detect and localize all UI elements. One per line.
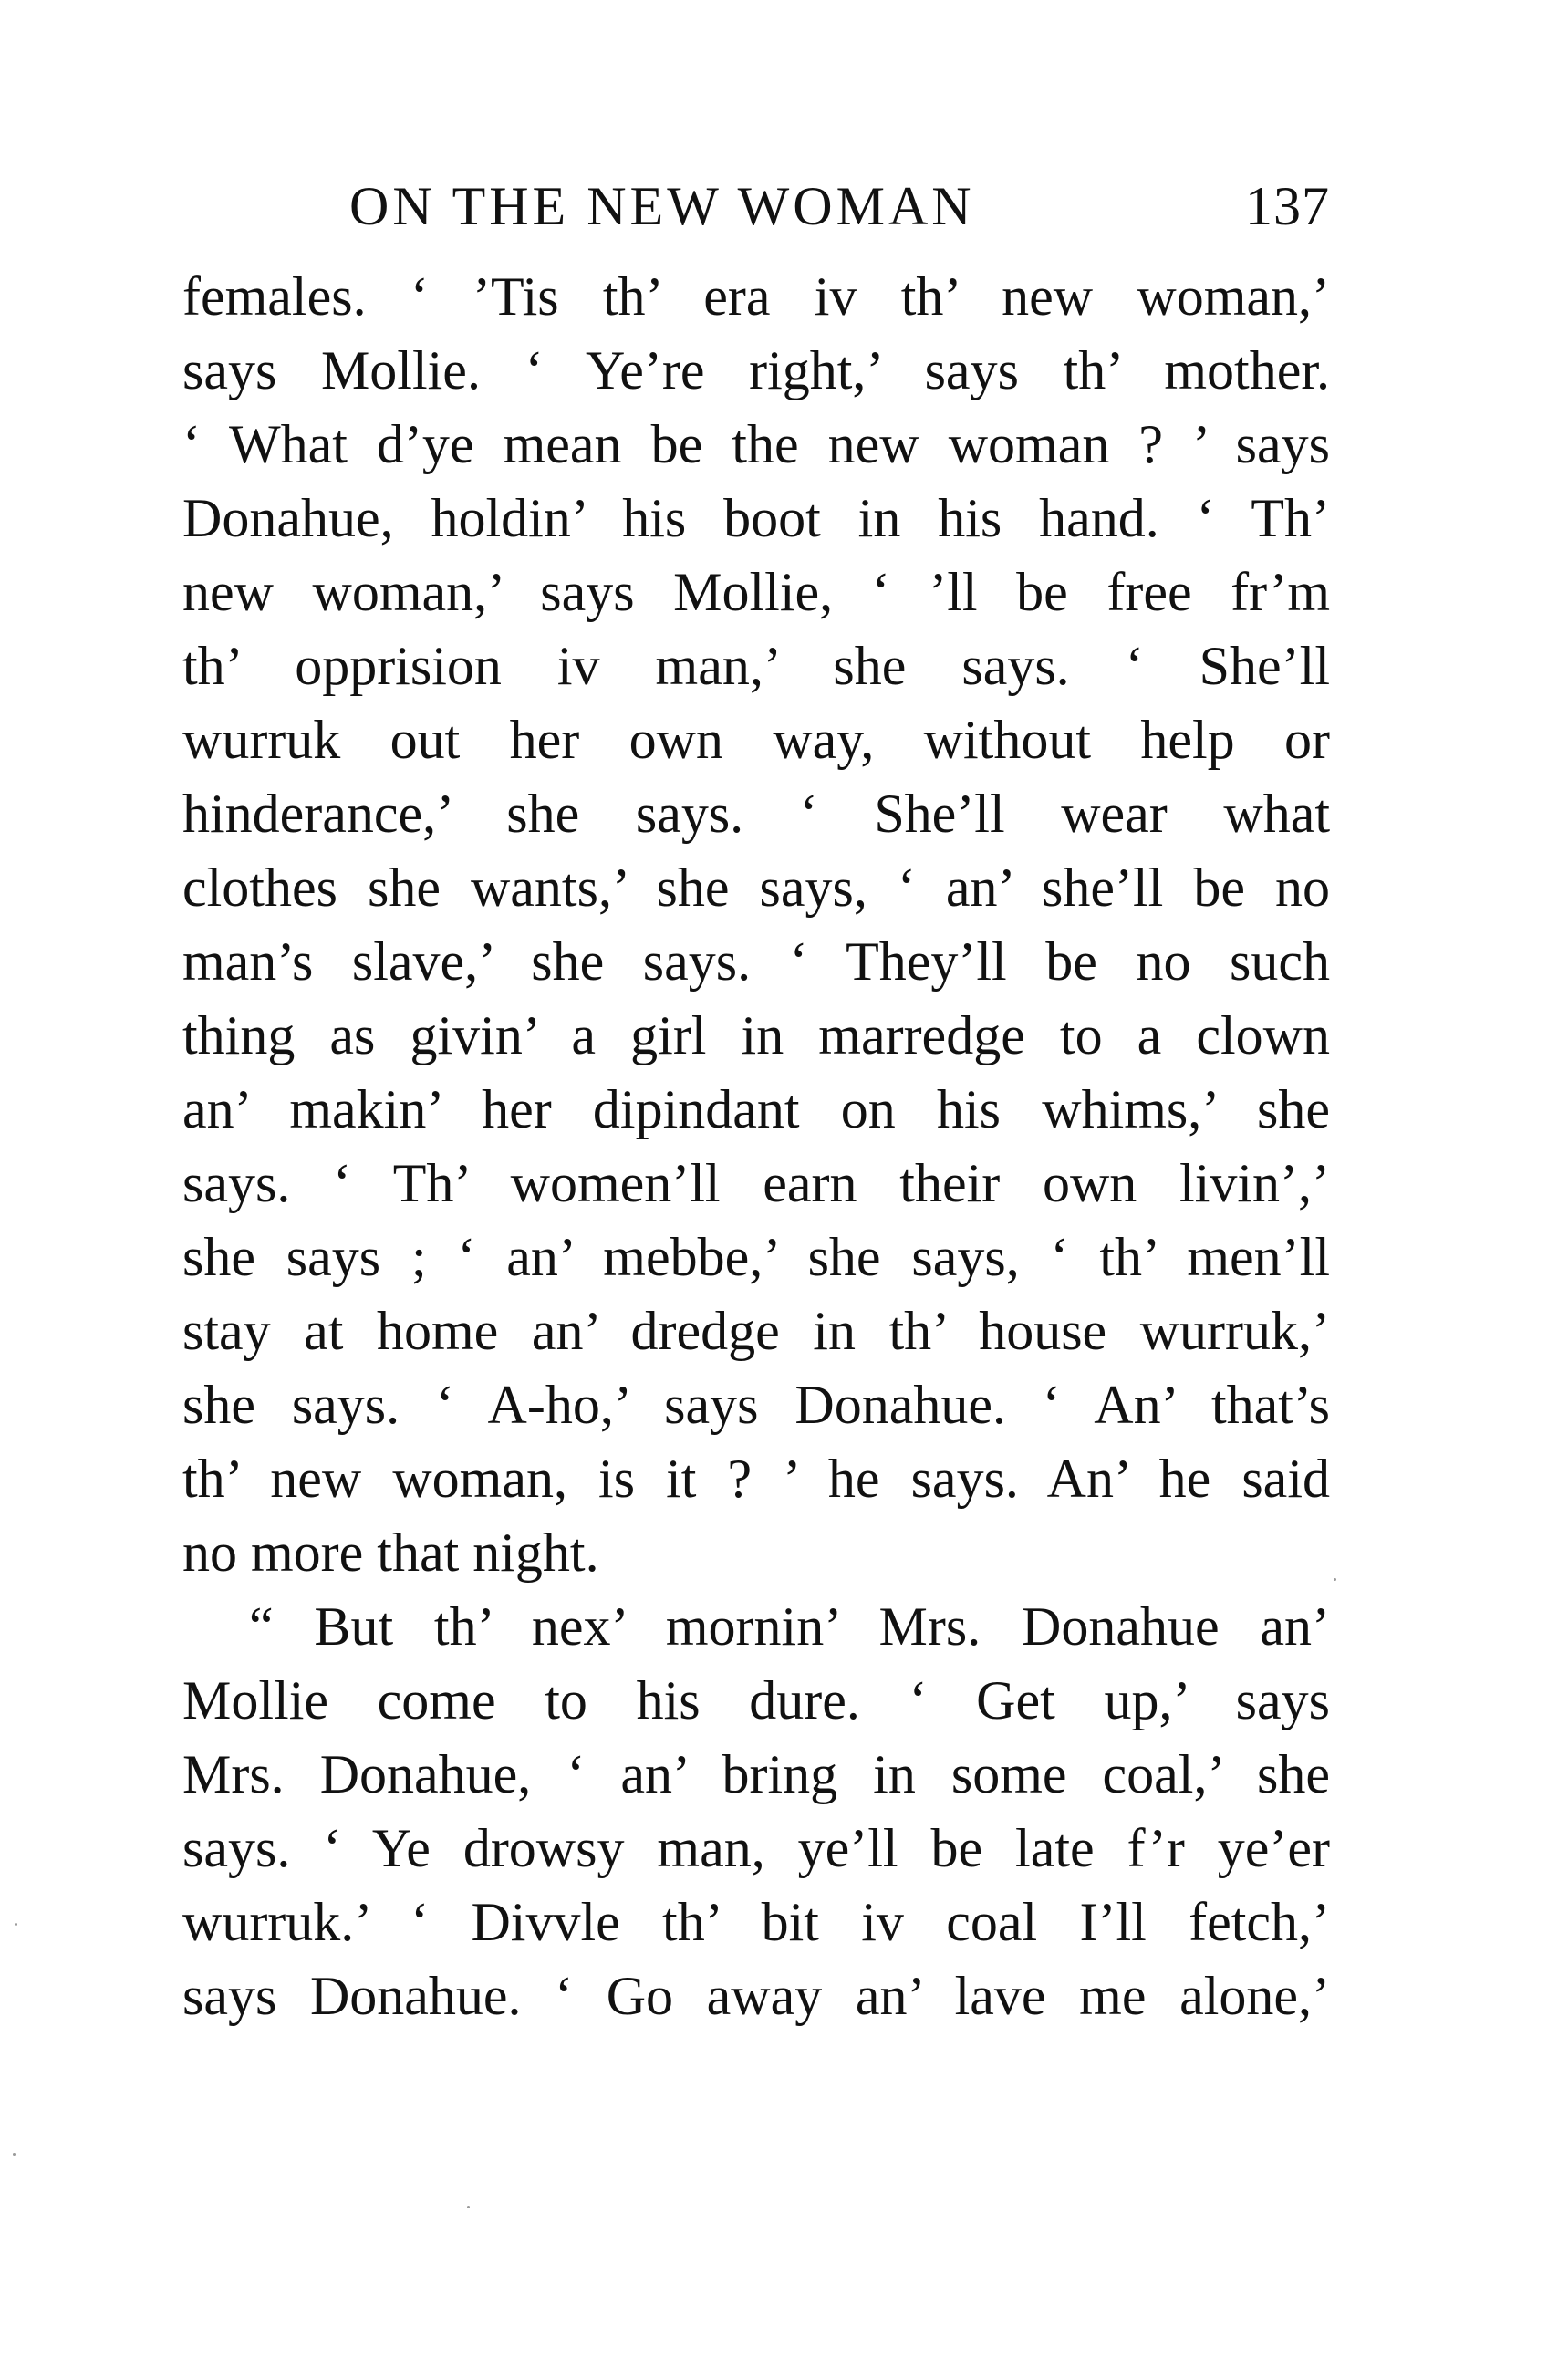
text-line: she says. ‘ A-ho,’ says Donahue. ‘ An’ that’s [182,1375,1330,1435]
text-line: “ But th’ nex’ mornin’ Mrs. Donahue an’ [249,1596,1330,1657]
running-title: ON THE NEW WOMAN [349,176,975,236]
text-line: Mrs. Donahue, ‘ an’ bring in some coal,’ she [182,1744,1330,1804]
paper-speck [15,1923,17,1926]
text-line: says Mollie. ‘ Ye’re right,’ says th’ mother. [182,340,1330,400]
text-line: hinderance,’ she says. ‘ She’ll wear what [182,784,1330,844]
text-line: says. ‘ Ye drowsy man, ye’ll be late f’r ye’er [182,1818,1330,1878]
text-line: says. ‘ Th’ women’ll earn their own livin’,’ [182,1153,1330,1213]
text-line: thing as givin’ a girl in marredge to a clown [182,1005,1330,1065]
text-line: th’ new woman, is it ? ’ he says. An’ he said [182,1449,1330,1509]
text-line: says Donahue. ‘ Go away an’ lave me alone,’ [182,1966,1330,2026]
text-line: she says ; ‘ an’ mebbe,’ she says, ‘ th’ men’ll [182,1227,1330,1287]
paper-speck [467,2206,470,2208]
body-text [182,260,1330,2033]
page-number: 137 [1245,176,1330,236]
text-line: females. ‘ ’Tis th’ era iv th’ new woman,’ [182,266,1330,327]
paragraph-1 [182,260,1330,1590]
text-line: an’ makin’ her dipindant on his whims,’ she [182,1079,1330,1139]
text-line: Mollie come to his dure. ‘ Get up,’ says [182,1670,1330,1730]
running-head [349,175,1330,248]
text-line: wurruk.’ ‘ Divvle th’ bit iv coal I’ll fetch,’ [182,1892,1330,1952]
text-line: Donahue, holdin’ his boot in his hand. ‘ Th’ [182,488,1330,548]
text-line: clothes she wants,’ she says, ‘ an’ she’ll be no [182,857,1330,918]
text-line: ‘ What d’ye mean be the new woman ? ’ says [182,414,1330,474]
paper-speck [13,2153,16,2156]
text-line: wurruk out her own way, without help or [182,710,1330,770]
text-line: new woman,’ says Mollie, ‘ ’ll be free fr’m [182,562,1330,622]
text-line: man’s slave,’ she says. ‘ They’ll be no such [182,931,1330,992]
text-line: no more that night. [182,1522,599,1583]
paragraph-2 [182,1590,1330,2033]
text-line: th’ opprision iv man,’ she says. ‘ She’ll [182,636,1330,696]
text-line: stay at home an’ dredge in th’ house wurruk,’ [182,1301,1330,1361]
paper-speck [1334,1578,1336,1581]
